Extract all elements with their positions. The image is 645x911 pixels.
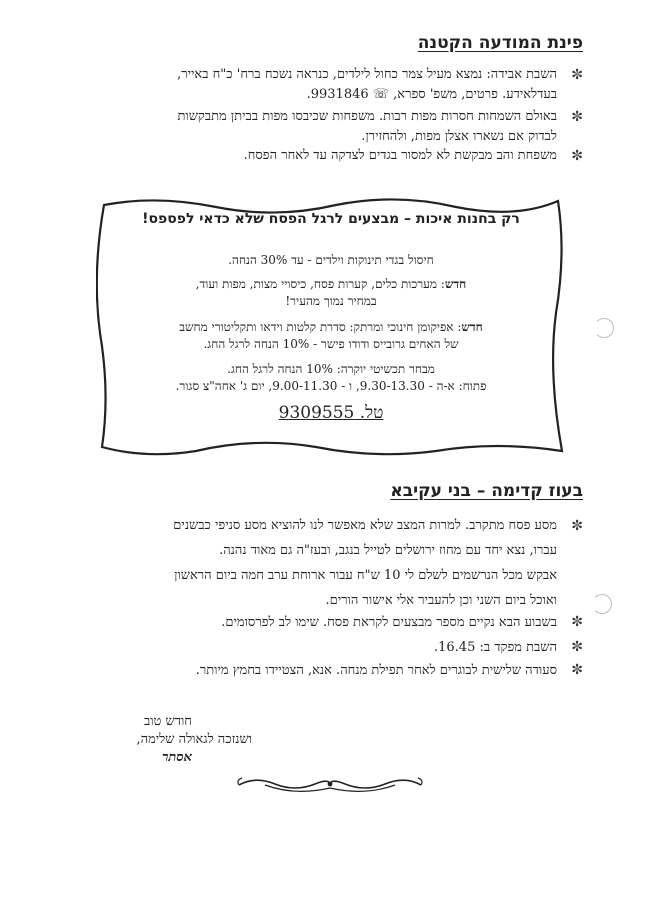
flyer-line: חיסול בגדי תינוקות וילדים - עד 30% הנחה. [228,253,434,267]
list-item: ✼ משפחת והב מבקשת לא למסור בגדים לצדקה עד לאחר הפסח. [243,148,583,164]
snowflake-icon: ✼ [571,614,583,630]
flyer-hours: פתוח: א-ה - 9.30-13.30, ו - 9.00-11.30, יום ג' אחה"צ סגור. [175,379,487,393]
snowflake-icon: ✼ [571,67,583,83]
list-item: ✼ מסע פסח מתקרב. למרות המצב שלא מאפשר לנו להוציא מסע סניפי כבשנים עברו, נצא יחד עם מחוז ירושלים לטייל בנגב, ובעז"ה גם מאוד נהנה. אבקש מכל הנרשמים לשלם לי 10 ש"ח עבור ארוחת ערב חמה ביום הראשון ואוכל ביום השני וכן להעביר אלי אישור הורים. [173,518,583,608]
flyer-phone: טל. 9309555 [278,403,384,423]
closing-line: ושנזכה לגאולה שלימה, [136,732,252,747]
list-item: ✼ השבת מפקד ב: 16.45. [48,637,583,658]
store-flyer [96,193,566,458]
flyer-line: במחיר נמוך מהעיר! [285,294,377,308]
signature: אסתר [161,750,192,765]
list-item: ✼ באולם השמחות חסרות מפות רבות. משפחות שכיבסו מפות בביתן מתבקשות לבדוק אם נשארו אצלן מפות, ולהחזירן. [177,109,583,144]
snowflake-icon: ✼ [571,518,583,534]
section-title-bnei-akiva: בעוז קדימה – בני עקיבא [390,481,583,501]
punch-hole [594,318,614,338]
flyer-line: מבחר תכשיטי יוקרה: 10% הנחה לרגל החג. [227,362,435,376]
snowflake-icon: ✼ [571,639,583,655]
snowflake-icon: ✼ [571,662,583,678]
closing-line: חודש טוב [143,714,192,729]
snowflake-icon: ✼ [571,109,583,125]
list-item: ✼ השבת אבידה: נמצא מעיל צמר כחול לילדים, כנראה נשכח ברח' כ"ח באייר, בעדלאידע. פרטים, משפ' ספרא, ☏ 9931846. [177,67,583,102]
list-item: ✼ סעודה שלישית לבוגרים לאחר תפילת מנחה. אנא, הצטיידו בחמץ מיותר. [48,660,583,681]
section-title-small-ads: פינת המודעה הקטנה [417,33,583,53]
closing-block [72,713,292,767]
flyer-line: חדש: מערכות כלים, קערות פסח, כיסויי מצות, מפות ועוד, [195,277,467,291]
flyer-line: חדש: אפיקומן חינוכי ומרתק: סדרת קלטות וידאו ותקליטורי מחשב [179,320,483,334]
ornament-divider [235,772,425,798]
snowflake-icon: ✼ [571,148,583,164]
flyer-line: של האחים גרובייס ודודו פישר - 10% הנחה לרגל החג. [203,337,459,351]
list-item: ✼ בשבוע הבא נקיים מספר מבצעים לקראת פסח. שימו לב לפרסומים. [48,612,583,633]
flyer-headline: רק בחנות איכות – מבצעים לרגל הפסח שלא כדאי לפספס! [142,211,520,227]
punch-hole [592,594,612,614]
